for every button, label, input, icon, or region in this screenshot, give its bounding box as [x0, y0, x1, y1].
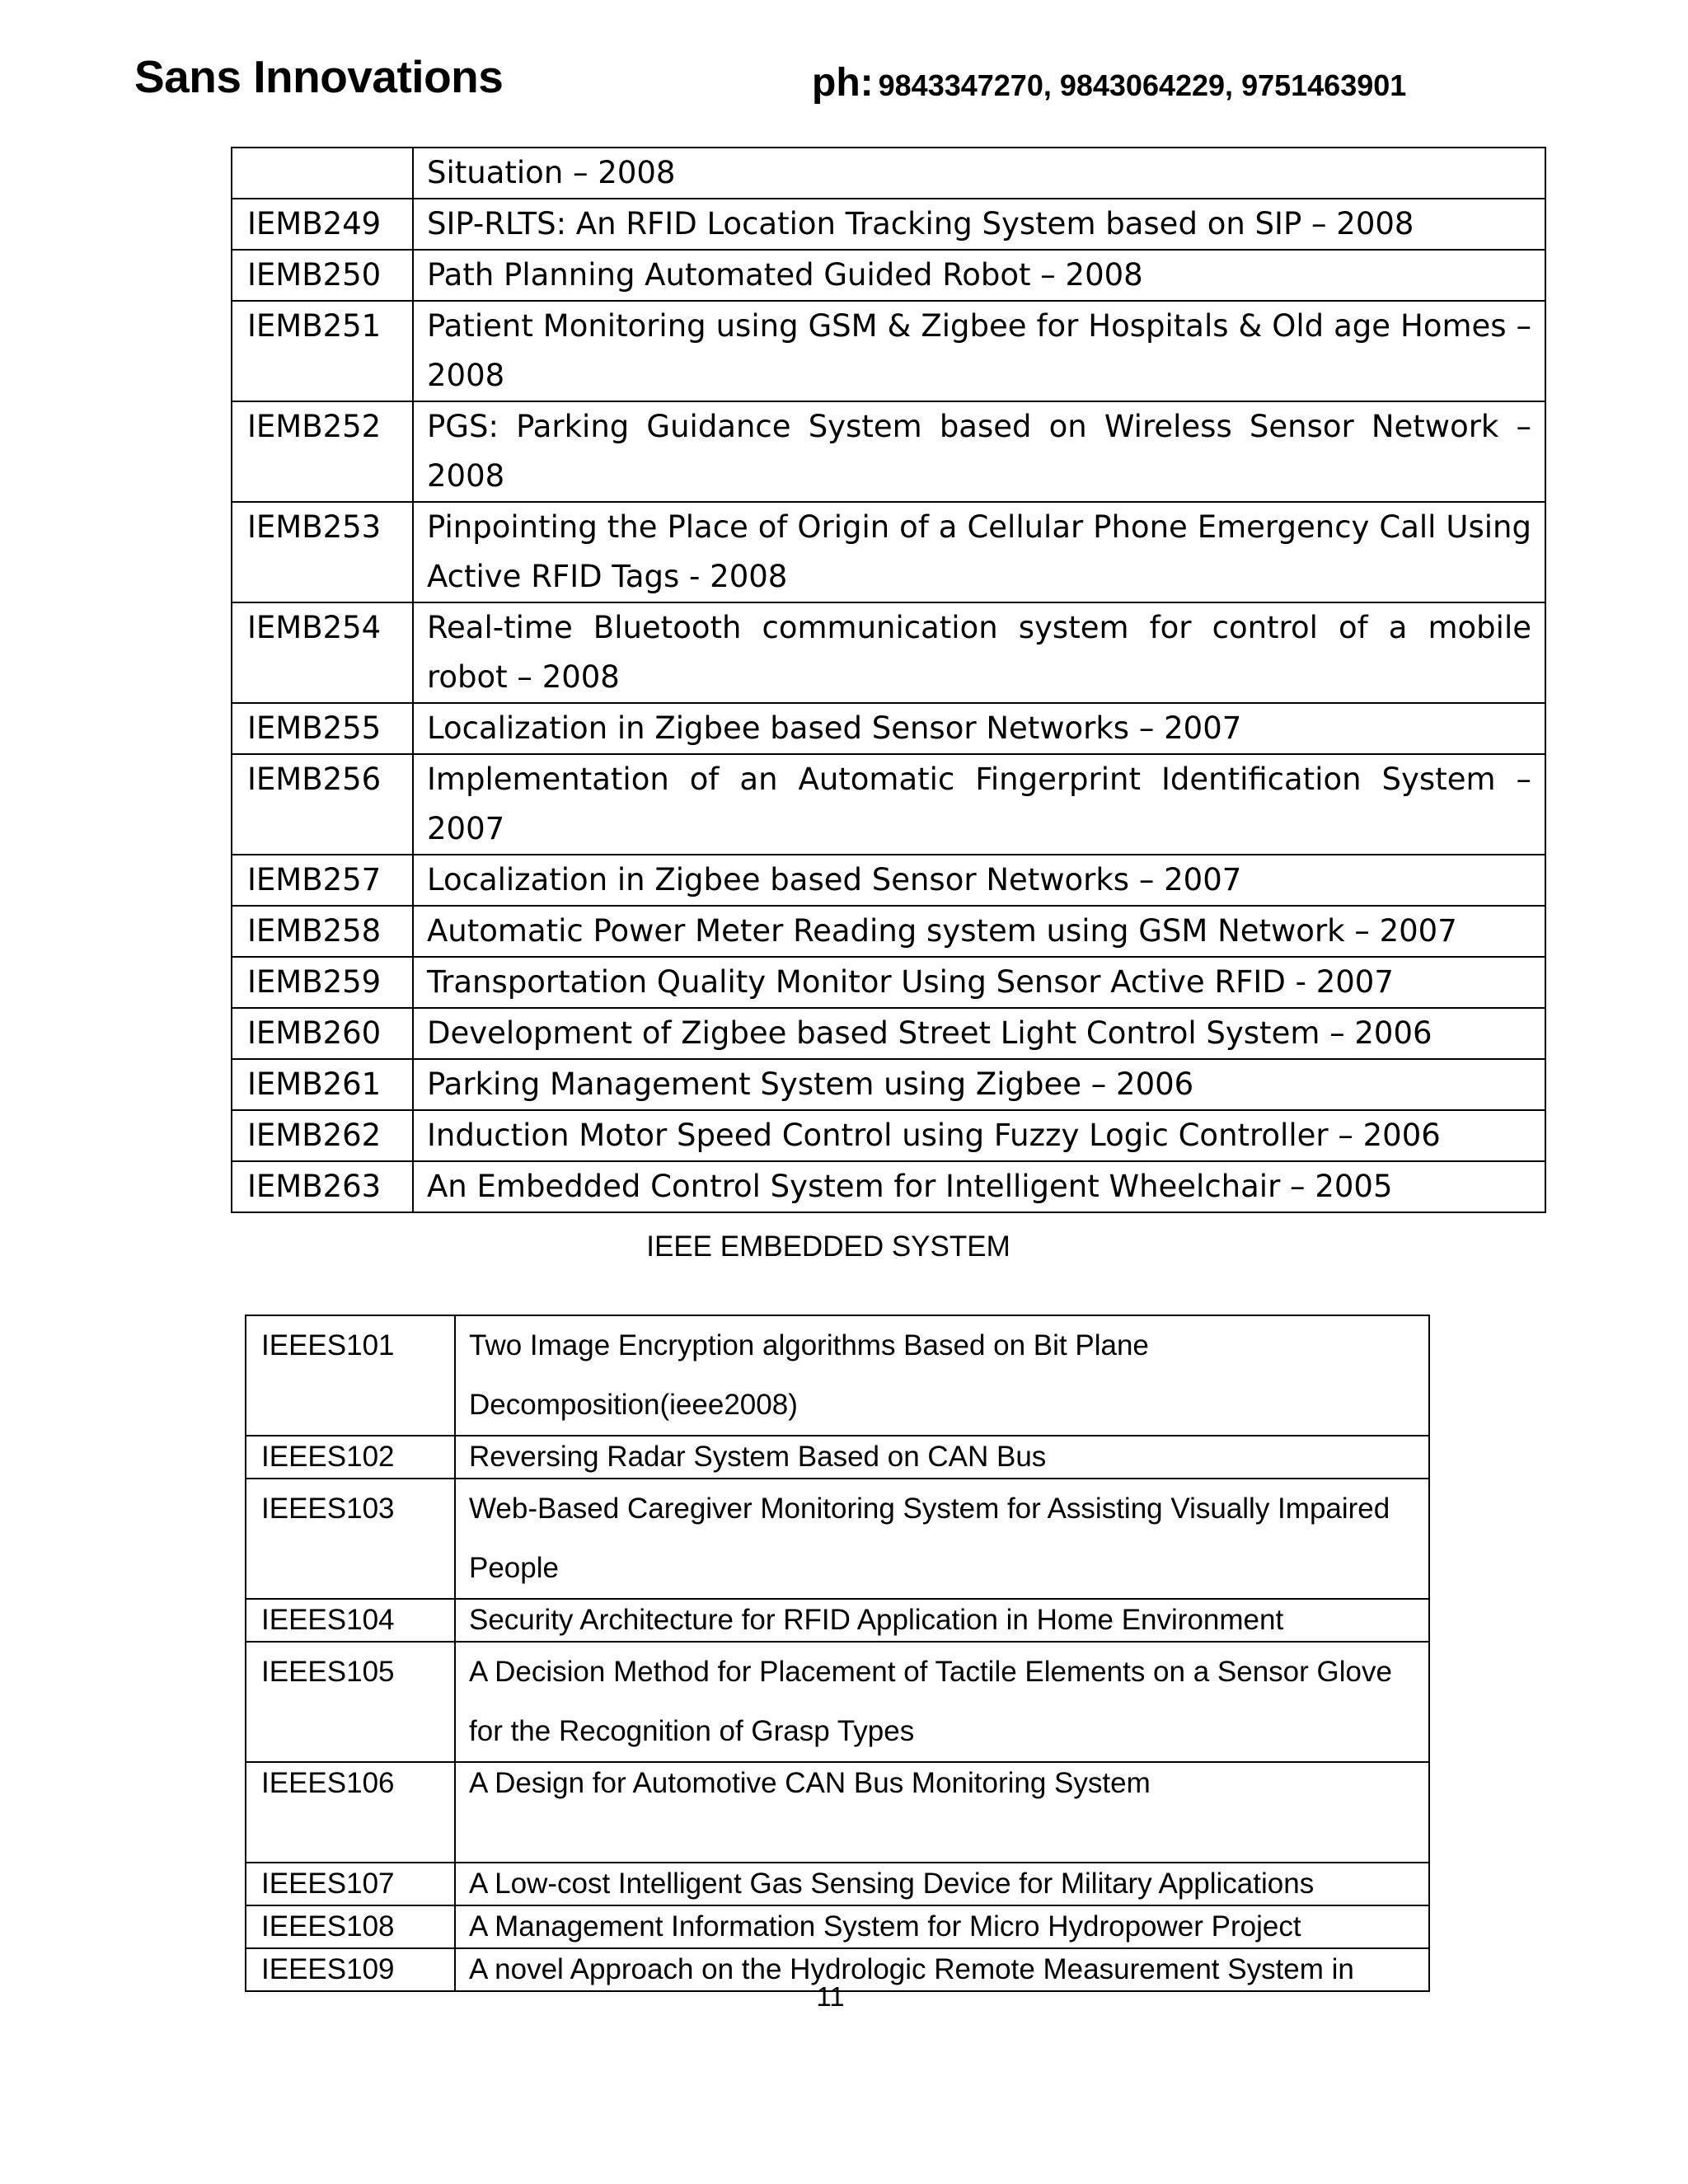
project-title: Implementation of an Automatic Fingerprint Identification System – 2007: [413, 754, 1545, 855]
table-row: [232, 250, 1545, 301]
table-row: [232, 401, 1545, 502]
company-name: Sans Innovations: [134, 51, 504, 102]
project-title: Localization in Zigbee based Sensor Networks – 2007: [413, 855, 1545, 906]
project-code: IEMB250: [232, 250, 413, 301]
project-title: A Decision Method for Placement of Tactile Elements on a Sensor Glove for the Recognition of Grasp Types: [455, 1642, 1429, 1762]
table-row: [246, 1479, 1429, 1599]
project-code: IEEES104: [246, 1599, 455, 1642]
section-title: IEEE EMBEDDED SYSTEM: [646, 1230, 1010, 1263]
table-row: [246, 1436, 1429, 1479]
project-title: Transportation Quality Monitor Using Sensor Active RFID - 2007: [413, 957, 1545, 1008]
phone-numbers: 9843347270, 9843064229, 9751463901: [878, 68, 1407, 102]
table-row: [232, 957, 1545, 1008]
project-code: IEMB262: [232, 1110, 413, 1161]
project-code: IEEES107: [246, 1863, 455, 1905]
project-code: IEMB253: [232, 502, 413, 602]
project-code: IEEES108: [246, 1905, 455, 1948]
table-row: [232, 703, 1545, 754]
table-row: [232, 199, 1545, 250]
ieees-project-table: [245, 1315, 1430, 1992]
project-title: A Management Information System for Micro Hydropower Project: [455, 1905, 1429, 1948]
table-row: [232, 855, 1545, 906]
table-row: [232, 1161, 1545, 1212]
table-row: [246, 1863, 1429, 1905]
phone-contact: [812, 54, 1406, 121]
table-row: [232, 301, 1545, 401]
project-title: Localization in Zigbee based Sensor Networks – 2007: [413, 703, 1545, 754]
project-title: Security Architecture for RFID Application in Home Environment: [455, 1599, 1429, 1642]
project-code: IEMB256: [232, 754, 413, 855]
table-row: [232, 602, 1545, 703]
table-row: [232, 1110, 1545, 1161]
phone-label: ph:: [812, 61, 874, 105]
project-title: A Low-cost Intelligent Gas Sensing Device for Military Applications: [455, 1863, 1429, 1905]
project-title: Automatic Power Meter Reading system using GSM Network – 2007: [413, 906, 1545, 957]
project-code: IEEES105: [246, 1642, 455, 1762]
project-title: Path Planning Automated Guided Robot – 2008: [413, 250, 1545, 301]
project-code: IEMB259: [232, 957, 413, 1008]
project-code: IEMB260: [232, 1008, 413, 1059]
project-code: IEEES103: [246, 1479, 455, 1599]
table-row: [246, 1905, 1429, 1948]
project-code: IEEES109: [246, 1948, 455, 1991]
project-code: IEMB249: [232, 199, 413, 250]
project-title: Patient Monitoring using GSM & Zigbee for Hospitals & Old age Homes – 2008: [413, 301, 1545, 401]
table-row: [232, 1008, 1545, 1059]
project-code: IEMB258: [232, 906, 413, 957]
project-title: PGS: Parking Guidance System based on Wireless Sensor Network – 2008: [413, 401, 1545, 502]
project-code: IEMB255: [232, 703, 413, 754]
project-code: IEMB251: [232, 301, 413, 401]
project-title: SIP-RLTS: An RFID Location Tracking System based on SIP – 2008: [413, 199, 1545, 250]
project-title: Two Image Encryption algorithms Based on Bit Plane Decomposition(ieee2008): [455, 1315, 1429, 1436]
project-title: Parking Management System using Zigbee – 2006: [413, 1059, 1545, 1110]
project-title: A Design for Automotive CAN Bus Monitoring System: [455, 1762, 1429, 1863]
project-title: An Embedded Control System for Intelligent Wheelchair – 2005: [413, 1161, 1545, 1212]
project-code: IEEES101: [246, 1315, 455, 1436]
project-code: IEMB254: [232, 602, 413, 703]
page-number: 11: [816, 1981, 845, 2012]
table-row: [246, 1599, 1429, 1642]
project-code: IEEES102: [246, 1436, 455, 1479]
iemb-project-table: [231, 147, 1546, 1213]
project-code: [232, 148, 413, 199]
project-code: IEMB252: [232, 401, 413, 502]
project-code: IEMB257: [232, 855, 413, 906]
table-row: [246, 1762, 1429, 1863]
project-title: Web-Based Caregiver Monitoring System for Assisting Visually Impaired People: [455, 1479, 1429, 1599]
table-row: [246, 1642, 1429, 1762]
table-row: [232, 148, 1545, 199]
table-row: [246, 1315, 1429, 1436]
table-row: [232, 906, 1545, 957]
table-row: [232, 754, 1545, 855]
project-code: IEEES106: [246, 1762, 455, 1863]
project-title: Induction Motor Speed Control using Fuzzy Logic Controller – 2006: [413, 1110, 1545, 1161]
table-row: [232, 502, 1545, 602]
project-title: Development of Zigbee based Street Light Control System – 2006: [413, 1008, 1545, 1059]
project-code: IEMB261: [232, 1059, 413, 1110]
project-code: IEMB263: [232, 1161, 413, 1212]
project-title: Pinpointing the Place of Origin of a Cellular Phone Emergency Call Using Active RFID Tags - 2008: [413, 502, 1545, 602]
project-title: Situation – 2008: [413, 148, 1545, 199]
project-title: Reversing Radar System Based on CAN Bus: [455, 1436, 1429, 1479]
project-title: Real-time Bluetooth communication system for control of a mobile robot – 2008: [413, 602, 1545, 703]
project-title: A novel Approach on the Hydrologic Remote Measurement System in: [455, 1948, 1429, 1991]
table-row: [232, 1059, 1545, 1110]
